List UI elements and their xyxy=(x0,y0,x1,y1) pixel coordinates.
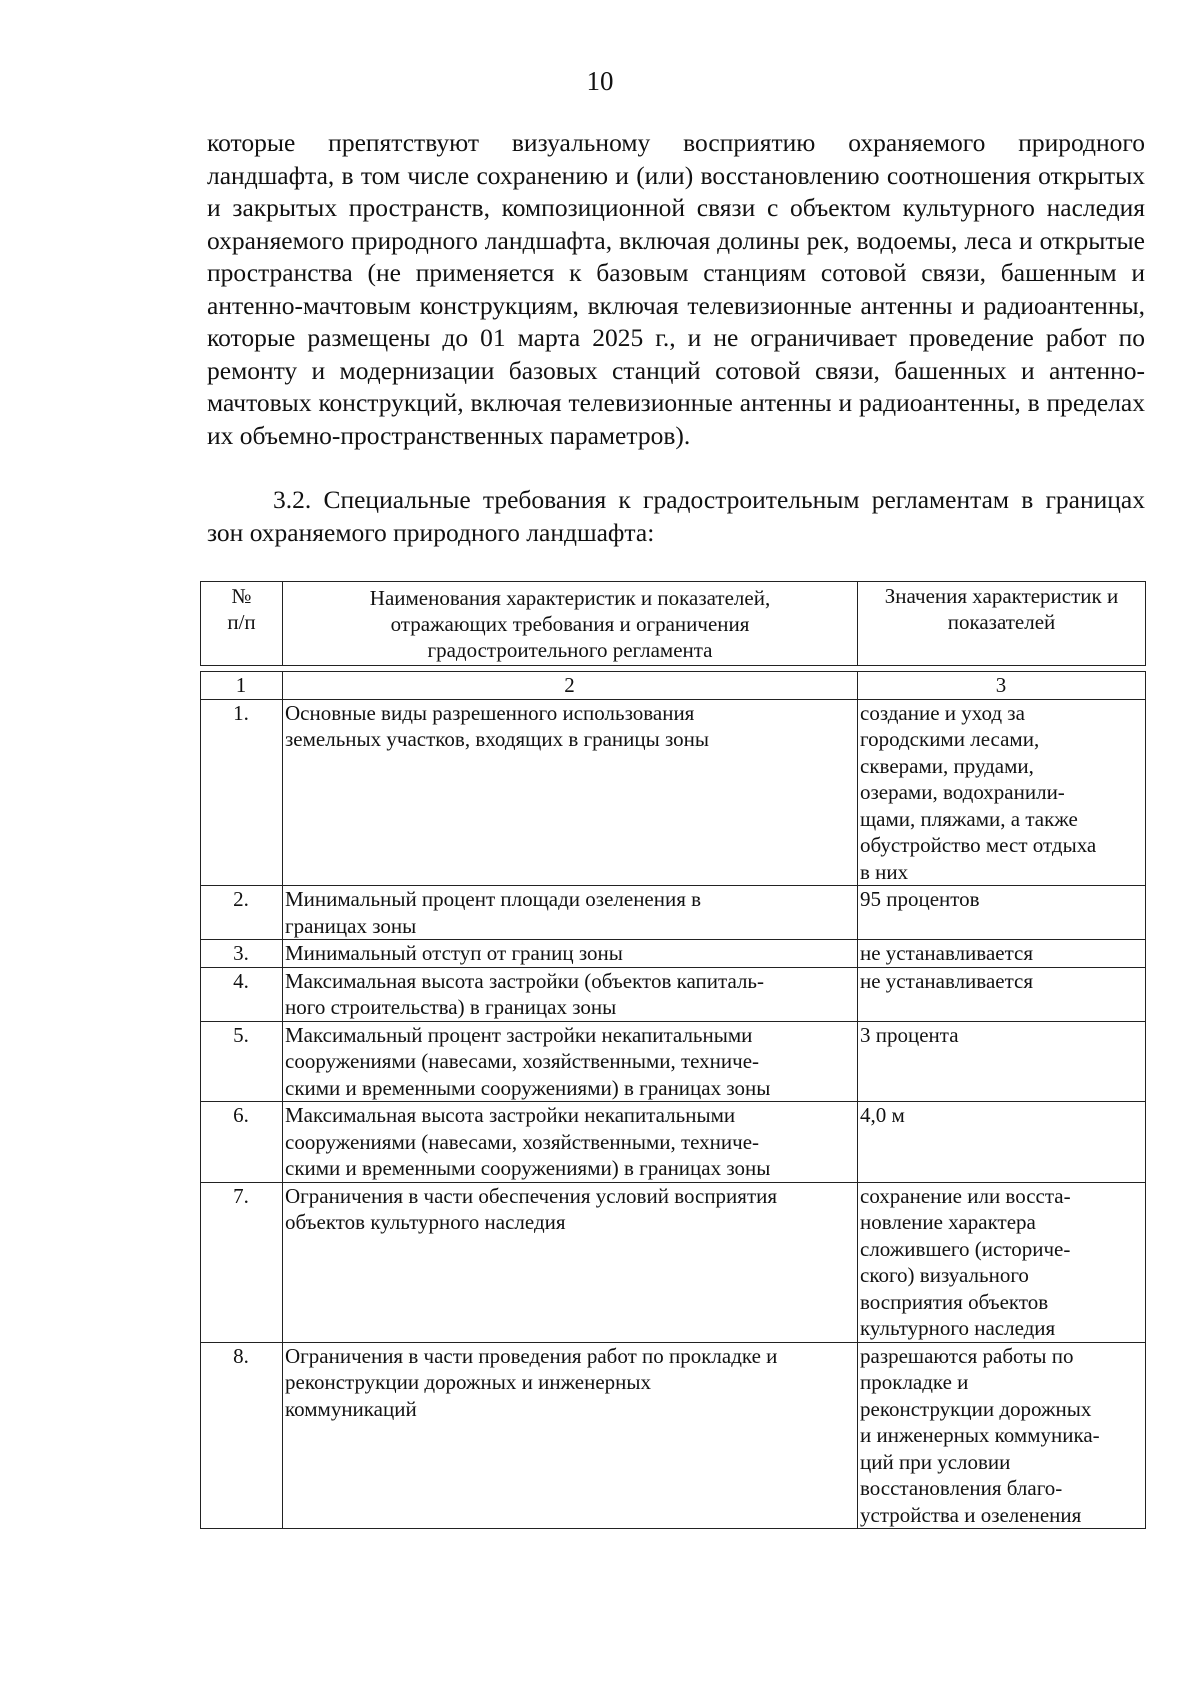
page-number: 10 xyxy=(586,66,614,96)
row-number: 3. xyxy=(201,940,283,968)
table-row xyxy=(201,1342,1146,1529)
column-number: 1 xyxy=(201,672,283,700)
characteristic-name: Минимальный процент площади озеленения в границах зоны xyxy=(283,886,858,940)
table-row xyxy=(201,967,1146,1021)
section-heading-paragraph: 3.2. Специальные требования к градостроительным регламентам в границах зон охраняемого природного ландшафта: xyxy=(207,485,1145,547)
characteristic-name: Основные виды разрешенного использования земельных участков, входящих в границы зоны xyxy=(283,699,858,886)
header-name: Наименования характеристик и показателей, отражающих требования и ограничения градостроительного регламента xyxy=(283,582,858,666)
table-row xyxy=(201,699,1146,886)
characteristic-value: 95 процентов xyxy=(858,886,1146,940)
row-number: 6. xyxy=(201,1102,283,1183)
characteristic-value: разрешаются работы по прокладке и реконструкции дорожных и инженерных коммуника- ций при условии восстановления благо- устройства и озеленения xyxy=(858,1342,1146,1529)
row-number: 7. xyxy=(201,1182,283,1342)
characteristic-name: Ограничения в части обеспечения условий восприятия объектов культурного наследия xyxy=(283,1182,858,1342)
characteristic-name: Максимальная высота застройки некапитальными сооружениями (навесами, хозяйственными, техниче- скими и временными сооружениями) в границах зоны xyxy=(283,1102,858,1183)
regulations-table xyxy=(200,581,1146,1529)
characteristic-name: Максимальная высота застройки (объектов капиталь- ного строительства) в границах зоны xyxy=(283,967,858,1021)
characteristic-value: сохранение или восста- новление характера сложившего (историче- ского) визуального восприятия объектов культурного наследия xyxy=(858,1182,1146,1342)
table-row xyxy=(201,1021,1146,1102)
column-number: 2 xyxy=(283,672,858,700)
characteristic-value: не устанавливается xyxy=(858,967,1146,1021)
table-header-row xyxy=(201,582,1146,666)
table-body xyxy=(201,699,1146,1529)
row-number: 5. xyxy=(201,1021,283,1102)
table-row xyxy=(201,1102,1146,1183)
row-number: 1. xyxy=(201,699,283,886)
row-number: 4. xyxy=(201,967,283,1021)
characteristic-value: 4,0 м xyxy=(858,1102,1146,1183)
characteristic-value: 3 процента xyxy=(858,1021,1146,1102)
characteristic-value: создание и уход за городскими лесами, скверами, прудами, озерами, водохранили- щами, пляжами, а также обустройство мест отдыха в них xyxy=(858,699,1146,886)
table-row xyxy=(201,1182,1146,1342)
characteristic-name: Ограничения в части проведения работ по прокладке и реконструкции дорожных и инженерных коммуникаций xyxy=(283,1342,858,1529)
column-number-row xyxy=(201,672,1146,700)
header-num: № п/п xyxy=(201,582,283,666)
row-number: 2. xyxy=(201,886,283,940)
column-number: 3 xyxy=(858,672,1146,700)
characteristic-value: не устанавливается xyxy=(858,940,1146,968)
table-row xyxy=(201,886,1146,940)
body-paragraph: которые препятствуют визуальному восприятию охраняемого природного ландшафта, в том числе сохранению и (или) восстановлению соотношения открытых и закрытых пространств, композиционной связи с объектом культурного наследия охраняемого природного ландшафта, включая долины рек, водоемы, леса и открытые пространства (не применяется к базовым станциям сотовой связи, башенным и антенно-мачтовым конструкциям, включая телевизионные антенны и радиоантенны, которые размещены до 01 марта 2025 г., и не ограничивает проведение работ по ремонту и модернизации базовых станций сотовой связи, башенных и антенно-мачтовых конструкций, включая телевизионные антенны и радиоантенны, в пределах их объемно-пространственных параметров). xyxy=(207,128,1145,450)
characteristic-name: Максимальный процент застройки некапитальными сооружениями (навесами, хозяйственными, техниче- скими и временными сооружениями) в границах зоны xyxy=(283,1021,858,1102)
table-row xyxy=(201,940,1146,968)
header-value: Значения характеристик и показателей xyxy=(858,582,1146,666)
characteristic-name: Минимальный отступ от границ зоны xyxy=(283,940,858,968)
row-number: 8. xyxy=(201,1342,283,1529)
